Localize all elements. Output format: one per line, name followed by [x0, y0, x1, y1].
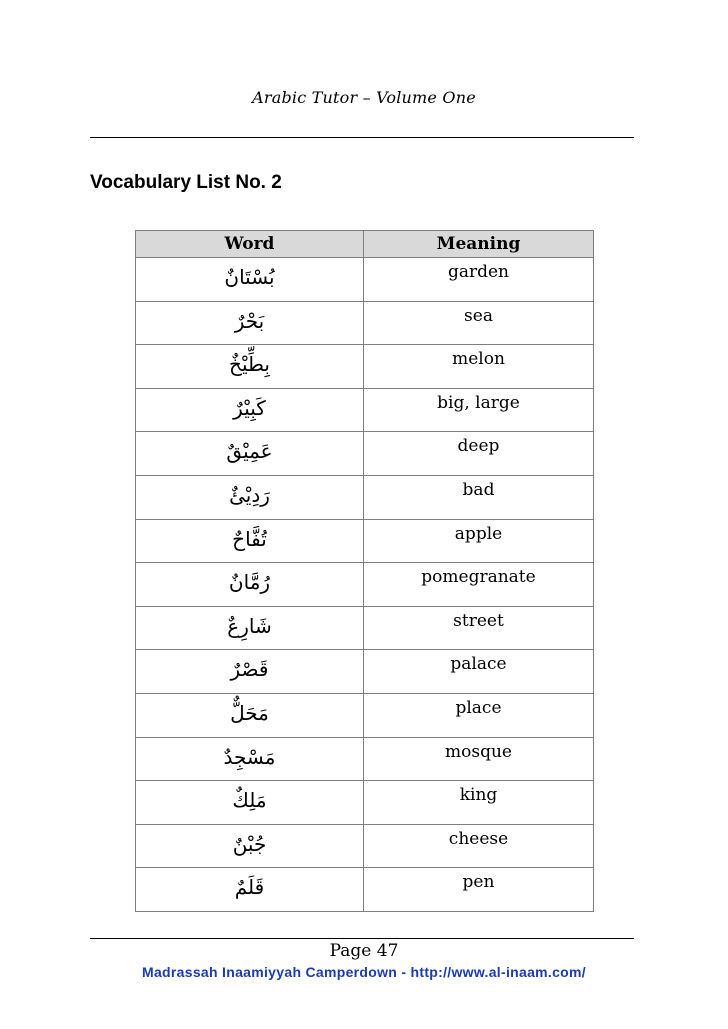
table-row — [136, 563, 594, 607]
table-row — [136, 650, 594, 694]
meaning-cell: melon — [364, 345, 594, 389]
arabic-word-cell: كَبِيْرٌ — [136, 388, 364, 432]
meaning-cell: deep — [364, 432, 594, 476]
arabic-word-cell: مَسْجِدٌ — [136, 737, 364, 781]
arabic-word-cell: مَلِكٌ — [136, 781, 364, 825]
table-row — [136, 868, 594, 912]
column-header-word: Word — [136, 231, 364, 258]
meaning-cell: street — [364, 606, 594, 650]
table-row — [136, 519, 594, 563]
arabic-word-cell: قَصْرٌ — [136, 650, 364, 694]
table-row — [136, 432, 594, 476]
running-header-title: Arabic Tutor – Volume One — [252, 88, 476, 107]
arabic-word-cell: عَمِيْقٌ — [136, 432, 364, 476]
table-row — [136, 693, 594, 737]
arabic-word-cell: رَدِيْئٌ — [136, 475, 364, 519]
footer-website-link[interactable]: Madrassah Inaamiyyah Camperdown - http://www.al-inaam.com/ — [142, 964, 586, 980]
arabic-word-cell: مَحَلٌّ — [136, 693, 364, 737]
page-number: Page 47 — [329, 941, 399, 961]
table-row — [136, 781, 594, 825]
table-row — [136, 301, 594, 345]
meaning-cell: pen — [364, 868, 594, 912]
vocabulary-table — [135, 230, 594, 912]
meaning-cell: bad — [364, 475, 594, 519]
column-header-meaning: Meaning — [364, 231, 594, 258]
table-row — [136, 388, 594, 432]
arabic-word-cell: رُمَّانٌ — [136, 563, 364, 607]
meaning-cell: palace — [364, 650, 594, 694]
table-row — [136, 258, 594, 302]
meaning-cell: big, large — [364, 388, 594, 432]
arabic-word-cell: شَارِعٌ — [136, 606, 364, 650]
section-heading: Vocabulary List No. 2 — [90, 172, 282, 193]
meaning-cell: pomegranate — [364, 563, 594, 607]
arabic-word-cell: قَلَمٌ — [136, 868, 364, 912]
table-row — [136, 345, 594, 389]
arabic-word-cell: جُبْنٌ — [136, 824, 364, 868]
header-divider — [90, 137, 634, 138]
meaning-cell: apple — [364, 519, 594, 563]
arabic-word-cell: بِطِّيْخٌ — [136, 345, 364, 389]
meaning-cell: sea — [364, 301, 594, 345]
meaning-cell: mosque — [364, 737, 594, 781]
meaning-cell: king — [364, 781, 594, 825]
meaning-cell: garden — [364, 258, 594, 302]
footer-divider — [90, 938, 634, 939]
meaning-cell: cheese — [364, 824, 594, 868]
table-row — [136, 824, 594, 868]
table-row — [136, 737, 594, 781]
arabic-word-cell: بُسْتَانٌ — [136, 258, 364, 302]
table-row — [136, 606, 594, 650]
table-header-row — [136, 231, 594, 258]
table-row — [136, 475, 594, 519]
arabic-word-cell: بَحْرٌ — [136, 301, 364, 345]
table-body — [136, 258, 594, 912]
arabic-word-cell: تُفَّاحٌ — [136, 519, 364, 563]
meaning-cell: place — [364, 693, 594, 737]
